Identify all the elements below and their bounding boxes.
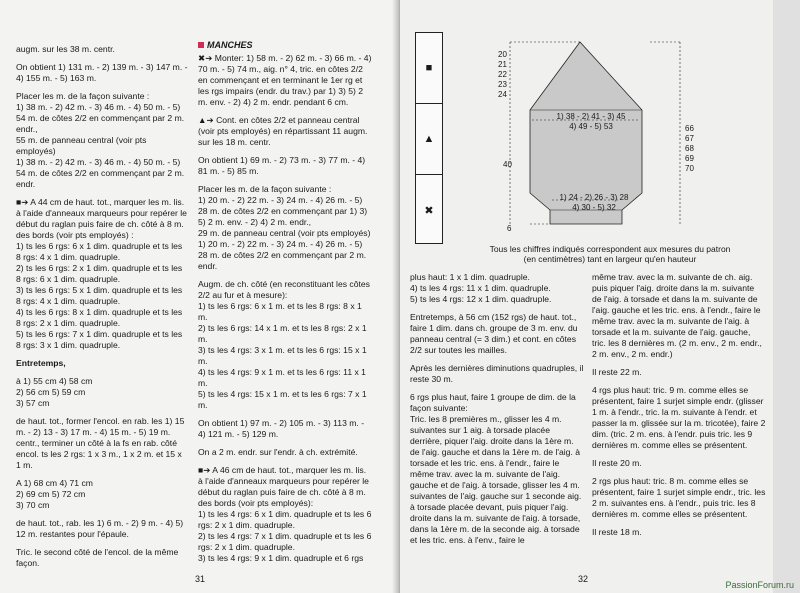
text-block: augm. sur les 38 m. centr. xyxy=(16,44,115,54)
text-block: A 1) 68 cm 4) 71 cm 2) 69 cm 5) 72 cm 3) 70 cm xyxy=(16,478,93,510)
label: 68 xyxy=(685,144,694,153)
diagram-top-labels xyxy=(498,50,507,100)
text-block: Il reste 18 m. xyxy=(592,527,642,537)
label: 21 xyxy=(498,60,507,69)
left-column-2 xyxy=(198,40,372,571)
diagram-mid-label: 1) 38 - 2) 41 - 3) 45 4) 49 - 5) 53 xyxy=(556,112,626,131)
entretemps-heading: Entretemps, xyxy=(16,358,66,368)
right-column-2 xyxy=(592,272,766,545)
text-block: Augm. de ch. côté (en reconstituant les côtes 2/2 au fur et à mesure): 1) ts les 6 rgs: 6 x 1 m. et ts les 8 rgs: 8 x 1 m. 2) ts les 6 rgs: 14 x 1 m. et ts les 8 rgs: 2 x 1 m. 3) ts les 4 rgs: 3 x 1 m. et ts les 6 rgs: 15 x 1 m. 4) ts les 4 rgs: 9 x 1 m. et ts les 6 rgs: 11 x 1 m. 5) ts les 4 rgs: 15 x 1 m. et ts les 6 rgs: 7 x 1 m. xyxy=(198,279,370,410)
text-block: même trav. avec la m. suivante de ch. aig. puis piquer l'aig. droite dans la m. suivante de l'aig. à torsade et dans la m. suivante de l'aig. gauche et les tric. ens. à l'endr., faire le même trav. avec la m. suivante de l'aig. à torsade et la m. suivante de l'aig. gauche, tric. les 8 dernières m. (2 m. env., 2 m. endr., 2 m. env., 2 m. endr.) xyxy=(592,272,762,359)
text-block: Il reste 22 m. xyxy=(592,367,642,377)
text-block: ✖➔ Monter: 1) 58 m. - 2) 62 m. - 3) 66 m. - 4) 70 m. - 5) 74 m., aig. n° 4, tric. en côtes 2/2 en commençant et en terminant le 1er rg et les rgs impairs (endr. du trav.) par 1) 3) 5) 2 m. env. - 2) 4) 2 m. endr. pendant 6 cm. xyxy=(198,53,372,107)
text-block: 6 rgs plus haut, faire 1 groupe de dim. de la façon suivante: Tric. les 8 premières m., glisser les 4 m. suivantes sur 1 aig. à torsade placée derrière, piquer l'aig. droite dans la 1ère m. de l'aig. gauche et dans la 1ère m. de l'aig. à torsade et les tric. ens. à l'endr., faire le même trav. avec la m. suivante de l'aig. gauche et de l'aig. à torsade, glisser les 4 m. suivantes de l'aig. gauche sur 1 seconde aig. à torsade placée devant, puis piquer l'aig. droite dans la m. suivante de l'aig. à torsade, dans la 1ère m. de la seconde aig. à torsade et les tric. ens. à l'env., faire le xyxy=(410,392,582,545)
diagram-left-label: 40 xyxy=(503,160,512,169)
diagram-right-labels xyxy=(685,124,694,174)
left-column-1 xyxy=(16,44,188,576)
text-block: ▲➔ Cont. en côtes 2/2 et panneau central (voir pts employés) en répartissant 11 augm. sur les 18 m. centr. xyxy=(198,115,368,147)
text-block: à 1) 55 cm 4) 58 cm 2) 56 cm 5) 59 cm 3) 57 cm xyxy=(16,376,93,408)
diagram-bottom-label: 1) 24 - 2) 26 - 3) 28 4) 30 - 5) 32 xyxy=(559,193,629,212)
text-block: On obtient 1) 131 m. - 2) 139 m. - 3) 147 m. - 4) 155 m. - 5) 163 m. xyxy=(16,62,188,83)
label: 22 xyxy=(498,70,507,79)
manches-title: MANCHES xyxy=(207,40,253,50)
text-block: Entretemps, à 56 cm (152 rgs) de haut. tot., faire 1 dim. dans ch. groupe de 3 m. env. du panneau central (= 3 dim.) et cont. en côtes 2/2 sur toutes les mailles. xyxy=(410,312,578,355)
label: 24 xyxy=(498,90,507,99)
text-block: Après les dernières diminutions quadruples, il reste 30 m. xyxy=(410,363,584,384)
section-square-icon xyxy=(198,42,204,48)
label: 23 xyxy=(498,80,507,89)
text-block: 2 rgs plus haut: tric. 8 m. comme elles se présentent, faire 1 surjet simple endr., tric. les 2 m. suivantes ens. à l'endr., puis tric. les 8 dernières m. comme elles se présentent. xyxy=(592,476,766,519)
square-icon: ■ xyxy=(416,33,442,104)
facing-page-edge xyxy=(773,0,800,593)
text-block: de haut. tot., former l'encol. en rab. les 1) 15 m. - 2) 13 - 3) 17 m. - 4) 15 m. - 5) 19 m. centr., terminer un côté à la fs en rab. côté encol. ts les 2 rgs: 1 x 3 m., 1 x 2 m. et 15 x 1 m. xyxy=(16,416,185,470)
watermark: PassionForum.ru xyxy=(725,580,794,590)
text-block: Placer les m. de la façon suivante : 1) 38 m. - 2) 42 m. - 3) 46 m. - 4) 50 m. - 5) 54 m. de côtes 2/2 en commençant par 2 m. endr., 55 m. de panneau central (voir pts employés) 1) 38 m. - 2) 42 m. - 3) 46 m. - 4) 50 m. - 5) 54 m. de côtes 2/2 en commençant par 2 m. endr. xyxy=(16,91,185,189)
label: 67 xyxy=(685,134,694,143)
label: 70 xyxy=(685,164,694,173)
diagram-six-label: 6 xyxy=(507,224,512,233)
text-block: On a 2 m. endr. sur l'endr. à ch. extrémité. xyxy=(198,447,358,457)
page-number: 32 xyxy=(578,574,589,584)
text-block: ■➔ A 46 cm de haut. tot., marquer les m. lis. à l'aide d'anneaux marqueurs pour repérer le début du raglan puis faire de ch. côté à 8 m. des bords (voir pts employés): 1) ts les 4 rgs: 6 x 1 dim. quadruple et ts les 6 rgs: 2 x 1 dim. quadruple. 2) ts les 4 rgs: 7 x 1 dim. quadruple et ts les 6 rgs: 2 x 1 dim. quadruple. 3) ts les 4 rgs: 9 x 1 dim. quadruple et 6 rgs xyxy=(198,465,372,563)
text-block: On obtient 1) 69 m. - 2) 73 m. - 3) 77 m. - 4) 81 m. - 5) 85 m. xyxy=(198,155,366,176)
label: 69 xyxy=(685,154,694,163)
diagram-caption: Tous les chiffres indiqués correspondent aux mesures du patron (en centimètres) tant en largeur qu'en hauteur xyxy=(489,244,731,264)
triangle-icon: ▲ xyxy=(416,104,442,175)
label: 20 xyxy=(498,50,507,59)
text-block: 4 rgs plus haut: tric. 9 m. comme elles se présentent, faire 1 surjet simple endr. (glisser 1 m. à l'endr., tric. la m. suivante à l'endr. et passer la m. glissée sur la m. tricotée), faire 2 dim. (tric. 2 m. ens. à l'endr. puis tric. les 9 dernières m. comme elles se présentent. xyxy=(592,385,766,450)
text-block: ■➔ A 44 cm de haut. tot., marquer les m. lis. à l'aide d'anneaux marqueurs pour repérer le début du raglan puis faire de ch. côté à 8 m. des bords (voir pts employés) : 1) ts les 6 rgs: 6 x 1 dim. quadruple et ts les 8 rgs: 4 x 1 dim. quadruple. 2) ts les 6 rgs: 2 x 1 dim. quadruple et ts les 8 rgs: 6 x 1 dim. quadruple. 3) ts les 6 rgs: 5 x 1 dim. quadruple et ts les 8 rgs: 4 x 1 dim. quadruple. 4) ts les 6 rgs: 8 x 1 dim. quadruple et ts les 8 rgs: 2 x 1 dim. quadruple. 5) ts les 6 rgs: 7 x 1 dim. quadruple et ts les 8 rgs: 3 x 1 dim. quadruple. xyxy=(16,197,187,350)
text-block: plus haut: 1 x 1 dim. quadruple. 4) ts les 4 rgs: 11 x 1 dim. quadruple. 5) ts les 4 rgs: 12 x 1 dim. quadruple. xyxy=(410,272,552,304)
page-number: 31 xyxy=(195,574,206,584)
label: 66 xyxy=(685,124,694,133)
page-31 xyxy=(0,0,398,593)
text-block: Placer les m. de la façon suivante : 1) 20 m. - 2) 22 m. - 3) 24 m. - 4) 26 m. - 5) 28 m. de côtes 2/2 en commençant par 1) 3) 5) 2 m. env. - 2) 4) 2 m. endr., 29 m. de panneau central (voir pts employés) 1) 20 m. - 2) 22 m. - 3) 24 m. - 4) 26 m. - 5) 28 m. de côtes 2/2 en commençant par 2 m. endr. xyxy=(198,184,371,271)
text-block: Il reste 20 m. xyxy=(592,458,642,468)
text-block: On obtient 1) 97 m. - 2) 105 m. - 3) 113 m. - 4) 121 m. - 5) 129 m. xyxy=(198,418,365,439)
right-column-1 xyxy=(410,272,584,553)
text-block: de haut. tot., rab. les 1) 6 m. - 2) 9 m. - 4) 5) 12 m. restantes pour l'épaule. xyxy=(16,518,184,539)
cross-icon: ✖ xyxy=(424,204,434,217)
text-block: Tric. le second côté de l'encol. de la même façon. xyxy=(16,547,179,568)
sleeve-pattern-diagram xyxy=(410,28,765,273)
manches-heading xyxy=(198,40,372,51)
